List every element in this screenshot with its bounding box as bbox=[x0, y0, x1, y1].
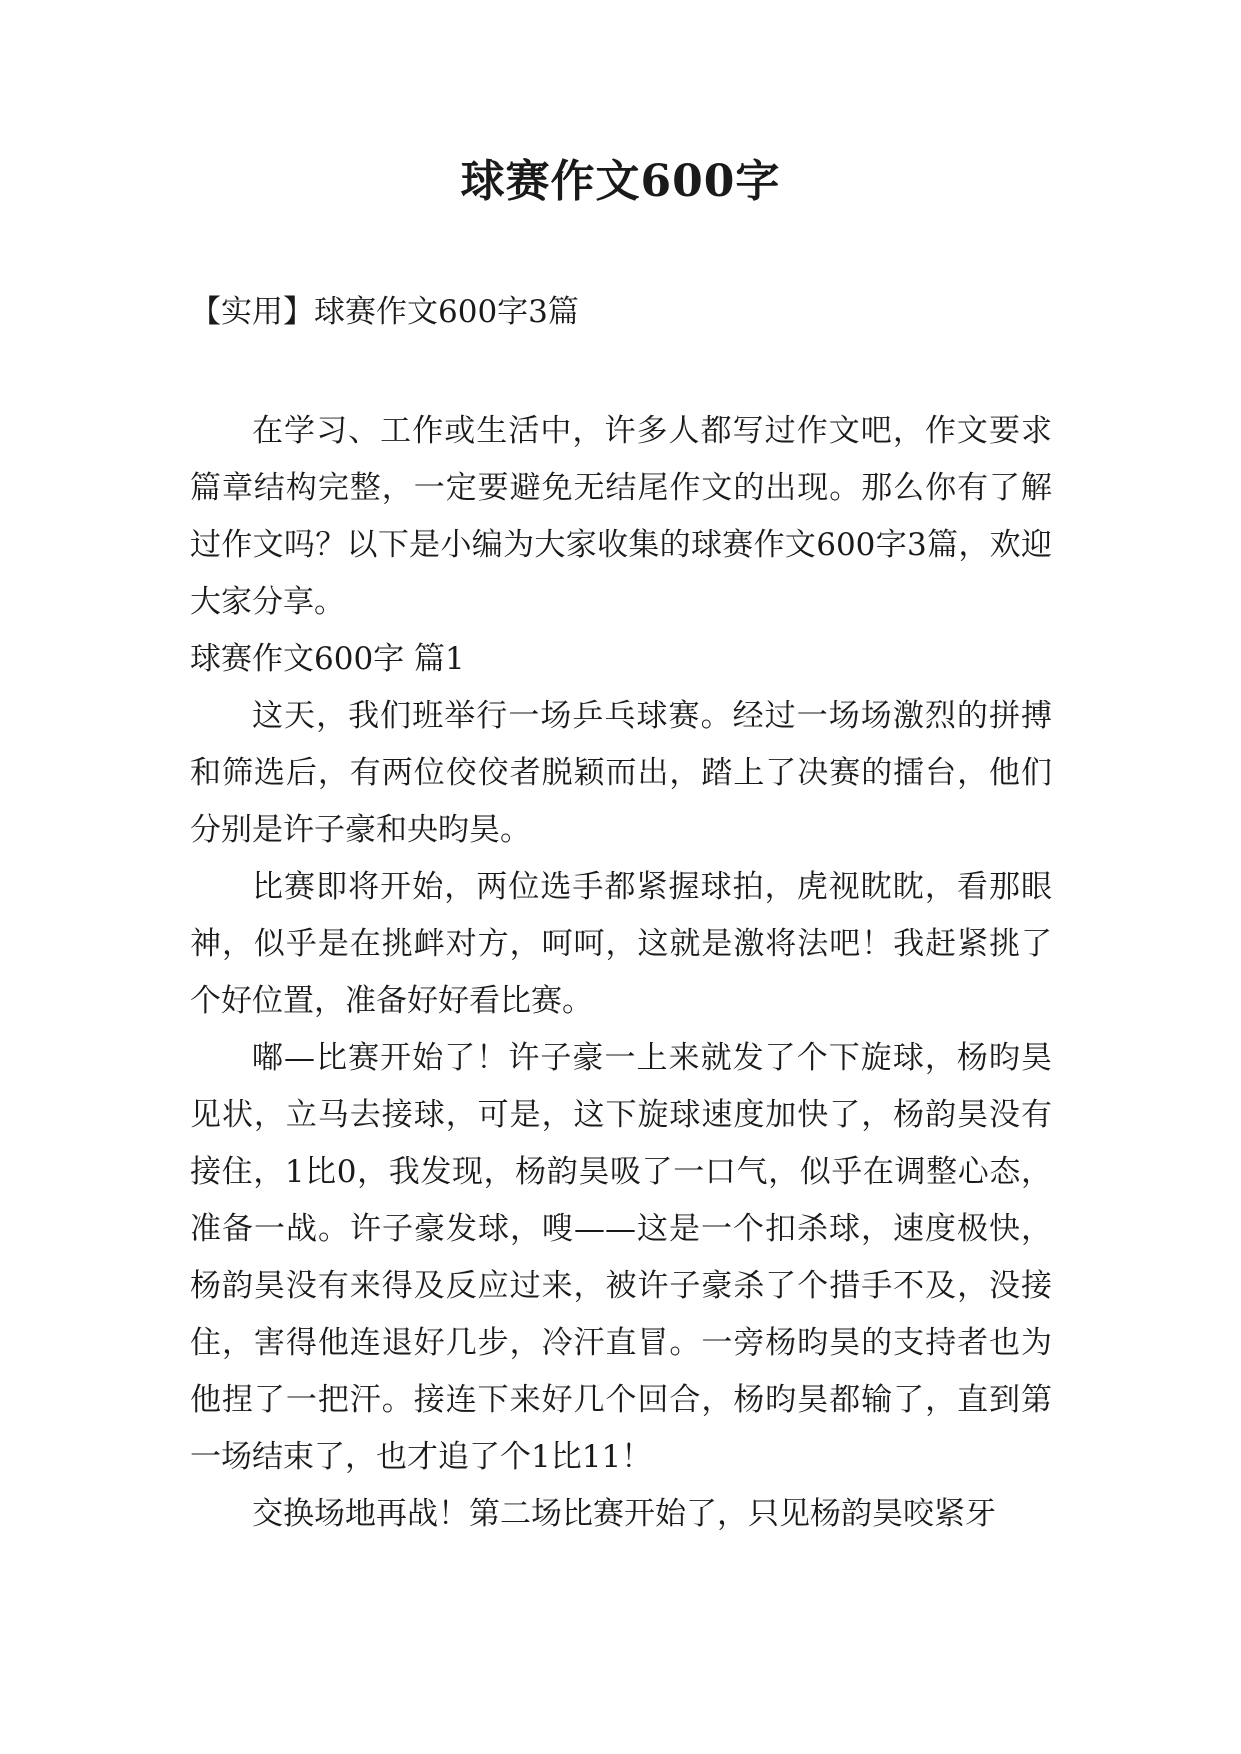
document-title: 球赛作文600字 bbox=[460, 156, 781, 207]
intro-paragraph: 在学习、工作或生活中，许多人都写过作文吧，作文要求篇章结构完整，一定要避免无结尾作文的出现。那么你有了解过作文吗？以下是小编为大家收集的球赛作文600字3篇，欢迎大家分享。 bbox=[190, 413, 1052, 620]
document-subtitle: 【实用】球赛作文600字3篇 bbox=[190, 294, 579, 330]
body-paragraph: 嘟—比赛开始了！许子豪一上来就发了个下旋球，杨昀昊见状，立马去接球，可是，这下旋球速度加快了，杨韵昊没有接住，1比0，我发现，杨韵昊吸了一口气，似乎在调整心态，准备一战。许子豪发球，嗖——这是一个扣杀球，速度极快，杨韵昊没有来得及反应过来，被许子豪杀了个措手不及，没接住，害得他连退好几步，冷汗直冒。一旁杨昀昊的支持者也为他捏了一把汗。接连下来好几个回合，杨昀昊都输了，直到第一场结束了，也才追了个1比11！ bbox=[190, 1040, 1052, 1475]
body-paragraph: 这天，我们班举行一场乒乓球赛。经过一场场激烈的拼搏和筛选后，有两位佼佼者脱颖而出，踏上了决赛的擂台，他们分别是许子豪和央昀昊。 bbox=[190, 698, 1052, 848]
body-paragraph: 交换场地再战！第二场比赛开始了，只见杨韵昊咬紧牙 bbox=[252, 1496, 996, 1532]
document-body bbox=[190, 403, 1052, 1543]
body-paragraph: 比赛即将开始，两位选手都紧握球拍，虎视眈眈，看那眼神，似乎是在挑衅对方，呵呵，这就是激将法吧！我赶紧挑了个好位置，准备好好看比赛。 bbox=[190, 869, 1052, 1019]
section-heading: 球赛作文600字 篇1 bbox=[190, 641, 465, 677]
